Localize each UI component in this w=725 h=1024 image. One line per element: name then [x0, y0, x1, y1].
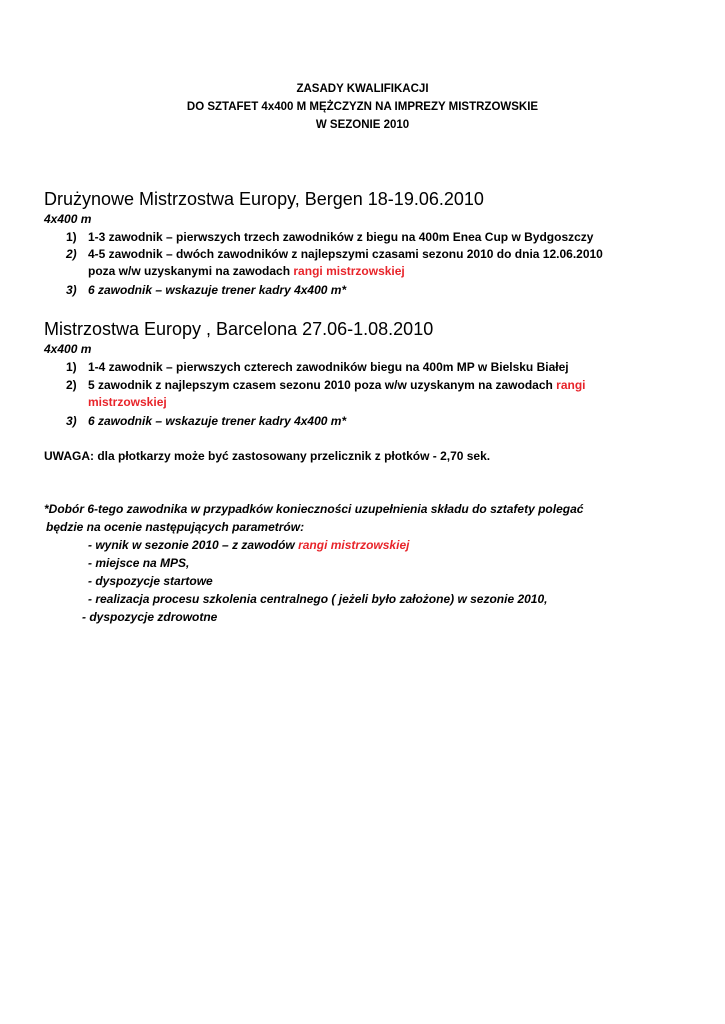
title-line-1: ZASADY KWALIFIKACJI — [296, 83, 429, 95]
section1-item-1 — [66, 229, 593, 246]
title-line-3: W SEZONIE 2010 — [315, 119, 410, 131]
rank-highlight-continued: mistrzowskiej — [88, 395, 167, 409]
item-text: 4-5 zawodnik – dwóch zawodników z najlepszymi czasami sezonu 2010 do dnia 12.06.2010 — [88, 247, 603, 261]
warning-note: UWAGA: dla płotkarzy może być zastosowany przelicznik z płotków - 2,70 sek. — [44, 449, 491, 463]
bullet-text: - wynik w sezonie 2010 – z zawodów — [88, 538, 299, 552]
item-text: 1-4 zawodnik – pierwszych czterech zawodników biegu na 400m MP w Bielsku Białej — [88, 360, 569, 374]
rank-highlight: rangi mistrzowskiej — [293, 264, 405, 278]
item-number: 1) — [66, 230, 77, 244]
section2-item-2 — [66, 377, 586, 411]
section1-heading: Drużynowe Mistrzostwa Europy, Bergen 18-19.06.2010 — [44, 189, 484, 209]
section1-item-3 — [66, 282, 346, 299]
item-number: 3) — [66, 283, 77, 297]
rank-highlight: rangi — [556, 378, 586, 392]
footnote-bullet-1 — [44, 536, 583, 554]
item-text: 1-3 zawodnik – pierwszych trzech zawodników z biegu na 400m Enea Cup w Bydgoszczy — [88, 230, 594, 244]
item-text: 6 zawodnik – wskazuje trener kadry 4x400 m* — [88, 283, 347, 297]
section2-item-3 — [66, 413, 346, 430]
item-text: 5 zawodnik z najlepszym czasem sezonu 2010 poza w/w uzyskanym na zawodach — [88, 378, 557, 392]
footnote — [44, 500, 583, 626]
document-title — [0, 80, 725, 134]
item-number: 3) — [66, 414, 77, 428]
section2-item-1 — [66, 359, 569, 376]
footnote-bullet-4: - realizacja procesu szkolenia centralnego ( jeżeli było założone) w sezonie 2010, — [88, 592, 548, 606]
section1-item-2 — [66, 246, 603, 280]
item-number: 2) — [66, 378, 77, 392]
item-text-continued: poza w/w uzyskanymi na zawodach — [88, 264, 294, 278]
section2-heading: Mistrzostwa Europy , Barcelona 27.06-1.08.2010 — [44, 319, 434, 339]
rank-highlight: rangi mistrzowskiej — [298, 538, 410, 552]
section2-subtitle: 4x400 m — [44, 342, 92, 356]
section1-subtitle: 4x400 m — [44, 212, 92, 226]
item-text: 6 zawodnik – wskazuje trener kadry 4x400 m* — [88, 414, 347, 428]
footnote-bullet-2: - miejsce na MPS, — [88, 556, 190, 570]
item-number: 1) — [66, 360, 77, 374]
item-number: 2) — [66, 247, 77, 261]
title-line-2: DO SZTAFET 4x400 M MĘŻCZYZN NA IMPREZY MISTRZOWSKIE — [186, 101, 539, 113]
footnote-line-1: *Dobór 6-tego zawodnika w przypadków konieczności uzupełnienia składu do sztafety polegać — [44, 502, 584, 516]
footnote-bullet-3: - dyspozycje startowe — [88, 574, 213, 588]
footnote-line-2: będzie na ocenie następujących parametrów: — [46, 520, 305, 534]
footnote-bullet-5: - dyspozycje zdrowotne — [82, 610, 218, 624]
